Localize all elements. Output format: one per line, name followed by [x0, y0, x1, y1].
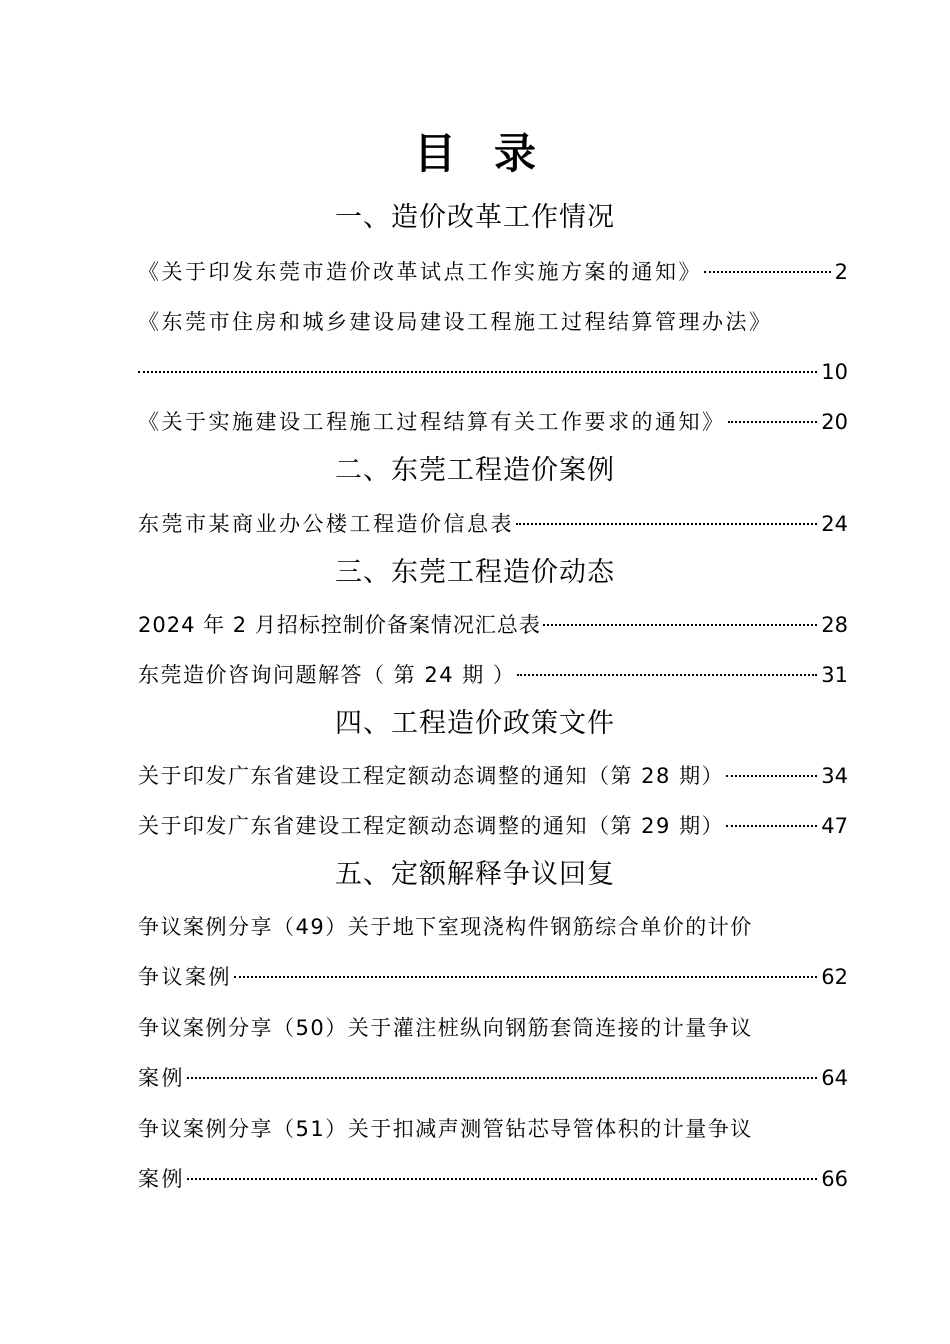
dot-leader — [187, 1077, 817, 1079]
toc-entry-page: 66 — [821, 1167, 848, 1191]
toc-entry[interactable] — [138, 1062, 848, 1094]
toc-entry-page: 20 — [821, 410, 848, 434]
toc-entry[interactable] — [138, 1163, 848, 1195]
dot-leader — [704, 271, 831, 273]
toc-entry-page: 62 — [821, 965, 848, 989]
dot-leader — [726, 775, 817, 777]
toc-title: 目录 — [413, 129, 574, 178]
toc-entry-label: 案例 — [138, 1167, 185, 1191]
section-heading: 五、定额解释争议回复 — [335, 859, 615, 890]
dot-leader — [517, 674, 817, 676]
toc-entry[interactable] — [138, 659, 848, 691]
dot-leader — [726, 825, 817, 827]
toc-entry-label-line1[interactable]: 争议案例分享（51）关于扣减声测管钻芯导管体积的计量争议 — [138, 1117, 753, 1141]
toc-entry-page: 64 — [821, 1066, 848, 1090]
section-heading: 三、东莞工程造价动态 — [335, 557, 615, 588]
section-heading: 四、工程造价政策文件 — [335, 708, 615, 739]
dot-leader — [234, 976, 817, 978]
toc-entry[interactable] — [138, 961, 848, 993]
toc-entry-page: 10 — [821, 360, 848, 384]
toc-entry[interactable] — [138, 810, 848, 842]
toc-entry[interactable] — [138, 508, 848, 540]
toc-entry-label: 《关于实施建设工程施工过程结算有关工作要求的通知》 — [138, 410, 726, 434]
toc-entry-label: 《关于印发东莞市造价改革试点工作实施方案的通知》 — [138, 260, 702, 284]
dot-leader — [138, 371, 817, 373]
dot-leader — [728, 421, 818, 423]
dot-leader — [516, 523, 817, 525]
toc-entry-label: 2024 年 2 月招标控制价备案情况汇总表 — [138, 613, 541, 637]
toc-entry-label: 争议案例 — [138, 965, 232, 989]
dot-leader — [543, 624, 817, 626]
section-heading: 二、东莞工程造价案例 — [335, 455, 615, 486]
toc-entry-page: 31 — [821, 663, 848, 687]
toc-entry[interactable] — [138, 760, 848, 792]
toc-entry-page: 24 — [821, 512, 848, 536]
toc-entry-page: 28 — [821, 613, 848, 637]
toc-entry-label: 关于印发广东省建设工程定额动态调整的通知（第 28 期） — [138, 764, 725, 788]
toc-entry[interactable] — [138, 406, 848, 438]
toc-entry[interactable] — [138, 356, 848, 388]
dot-leader — [187, 1178, 817, 1180]
toc-entry-page: 34 — [821, 764, 848, 788]
toc-entry-label: 东莞市某商业办公楼工程造价信息表 — [138, 512, 514, 536]
toc-entry-page: 2 — [834, 260, 848, 284]
toc-entry[interactable] — [138, 256, 848, 288]
toc-entry-label: 东莞造价咨询问题解答（ 第 24 期 ） — [138, 663, 516, 687]
toc-entry-label-line1[interactable]: 《东莞市住房和城乡建设局建设工程施工过程结算管理办法》 — [138, 310, 773, 334]
toc-entry-page: 47 — [821, 814, 848, 838]
toc-entry-label: 案例 — [138, 1066, 185, 1090]
toc-entry-label-line1[interactable]: 争议案例分享（50）关于灌注桩纵向钢筋套筒连接的计量争议 — [138, 1016, 753, 1040]
section-heading: 一、造价改革工作情况 — [335, 202, 615, 233]
toc-entry[interactable] — [138, 609, 848, 641]
toc-entry-label: 关于印发广东省建设工程定额动态调整的通知（第 29 期） — [138, 814, 725, 838]
toc-entry-label-line1[interactable]: 争议案例分享（49）关于地下室现浇构件钢筋综合单价的计价 — [138, 915, 753, 939]
